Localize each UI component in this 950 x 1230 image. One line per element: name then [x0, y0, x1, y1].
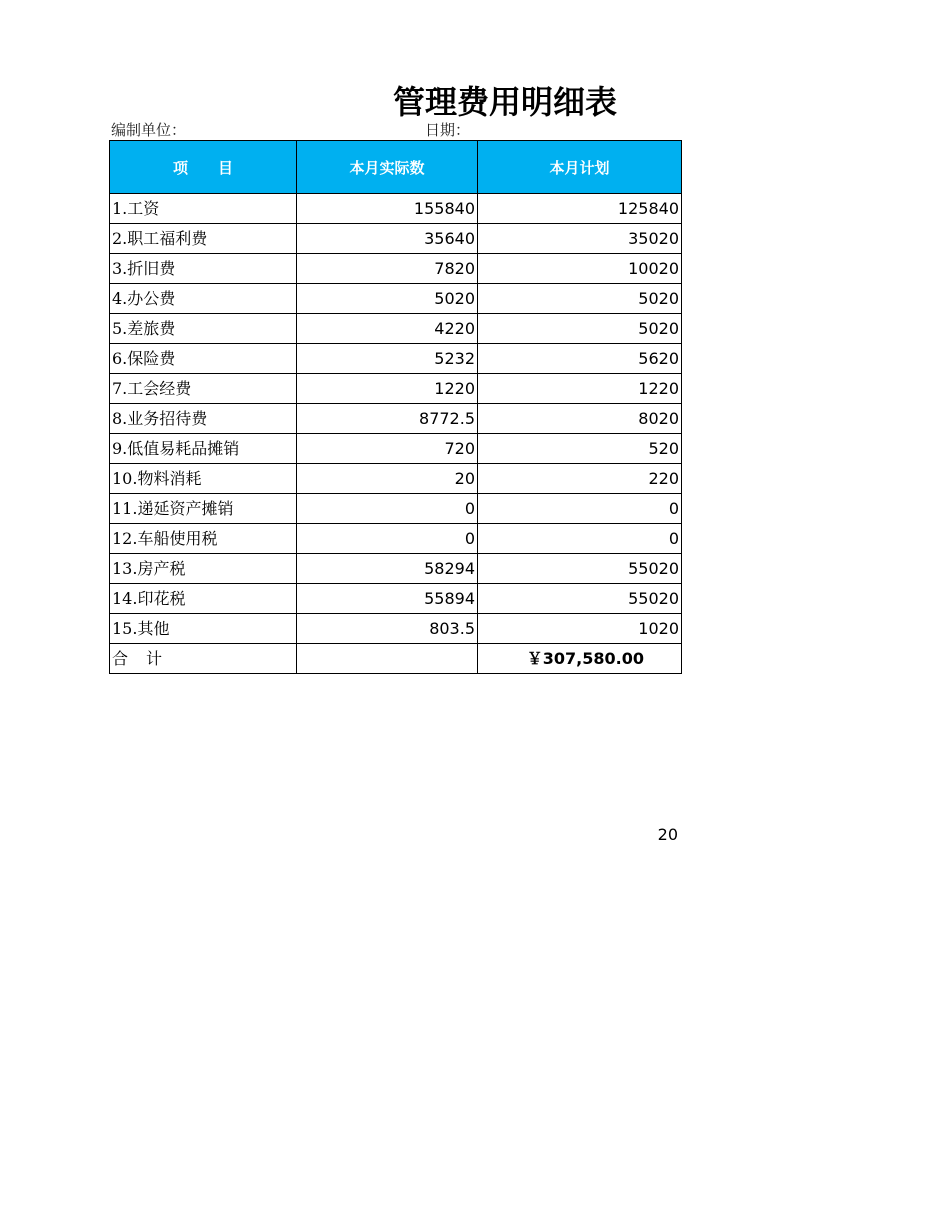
cell-plan[interactable]: 520: [478, 434, 682, 464]
cell-plan[interactable]: 0: [478, 524, 682, 554]
header-actual[interactable]: 本月实际数: [297, 141, 478, 194]
table-row: [110, 524, 682, 554]
date-label: 日期：: [425, 121, 471, 139]
cell-actual[interactable]: 803.5: [297, 614, 478, 644]
header-row: [110, 141, 682, 194]
expense-table: [109, 140, 682, 674]
cell-plan[interactable]: 55020: [478, 554, 682, 584]
table-row: [110, 344, 682, 374]
cell-item[interactable]: 13.房产税: [110, 554, 297, 584]
cell-item[interactable]: 14.印花税: [110, 584, 297, 614]
total-actual[interactable]: [297, 644, 478, 674]
page-title: 管理费用明细表: [392, 83, 617, 121]
cell-actual[interactable]: 58294: [297, 554, 478, 584]
cell-actual[interactable]: 155840: [297, 194, 478, 224]
table-row: [110, 194, 682, 224]
cell-plan[interactable]: 220: [478, 464, 682, 494]
table-row: [110, 314, 682, 344]
cell-actual[interactable]: 0: [297, 494, 478, 524]
cell-item[interactable]: 11.递延资产摊销: [110, 494, 297, 524]
total-label[interactable]: 合 计: [110, 644, 297, 674]
table-row: [110, 224, 682, 254]
cell-plan[interactable]: 5620: [478, 344, 682, 374]
cell-item[interactable]: 1.工资: [110, 194, 297, 224]
cell-item[interactable]: 10.物料消耗: [110, 464, 297, 494]
cell-plan[interactable]: 1020: [478, 614, 682, 644]
cell-plan[interactable]: 5020: [478, 314, 682, 344]
cell-actual[interactable]: 720: [297, 434, 478, 464]
table-row: [110, 494, 682, 524]
cell-actual[interactable]: 4220: [297, 314, 478, 344]
cell-plan[interactable]: 125840: [478, 194, 682, 224]
cell-item[interactable]: 3.折旧费: [110, 254, 297, 284]
cell-actual[interactable]: 1220: [297, 374, 478, 404]
cell-actual[interactable]: 5232: [297, 344, 478, 374]
cell-item[interactable]: 5.差旅费: [110, 314, 297, 344]
cell-plan[interactable]: 5020: [478, 284, 682, 314]
cell-plan[interactable]: 55020: [478, 584, 682, 614]
cell-item[interactable]: 9.低值易耗品摊销: [110, 434, 297, 464]
cell-plan[interactable]: 35020: [478, 224, 682, 254]
footnote-number: 20: [657, 825, 678, 844]
cell-item[interactable]: 2.职工福利费: [110, 224, 297, 254]
table-row: [110, 464, 682, 494]
cell-plan[interactable]: 1220: [478, 374, 682, 404]
table-row: [110, 434, 682, 464]
table-row: [110, 554, 682, 584]
cell-actual[interactable]: 0: [297, 524, 478, 554]
cell-actual[interactable]: 7820: [297, 254, 478, 284]
cell-plan[interactable]: 8020: [478, 404, 682, 434]
table-row: [110, 284, 682, 314]
total-row: [110, 644, 682, 674]
cell-plan[interactable]: 10020: [478, 254, 682, 284]
table-row: [110, 254, 682, 284]
cell-actual[interactable]: 55894: [297, 584, 478, 614]
cell-plan[interactable]: 0: [478, 494, 682, 524]
table-row: [110, 614, 682, 644]
table-row: [110, 584, 682, 614]
header-item[interactable]: 项 目: [110, 141, 297, 194]
table-row: [110, 404, 682, 434]
cell-item[interactable]: 8.业务招待费: [110, 404, 297, 434]
header-plan[interactable]: 本月计划: [478, 141, 682, 194]
cell-item[interactable]: 7.工会经费: [110, 374, 297, 404]
cell-actual[interactable]: 8772.5: [297, 404, 478, 434]
cell-actual[interactable]: 35640: [297, 224, 478, 254]
cell-item[interactable]: 12.车船使用税: [110, 524, 297, 554]
cell-item[interactable]: 4.办公费: [110, 284, 297, 314]
cell-item[interactable]: 15.其他: [110, 614, 297, 644]
table-row: [110, 374, 682, 404]
unit-label: 编制单位：: [111, 121, 187, 139]
cell-item[interactable]: 6.保险费: [110, 344, 297, 374]
cell-actual[interactable]: 5020: [297, 284, 478, 314]
total-plan[interactable]: ￥307,580.00: [478, 644, 682, 674]
cell-actual[interactable]: 20: [297, 464, 478, 494]
